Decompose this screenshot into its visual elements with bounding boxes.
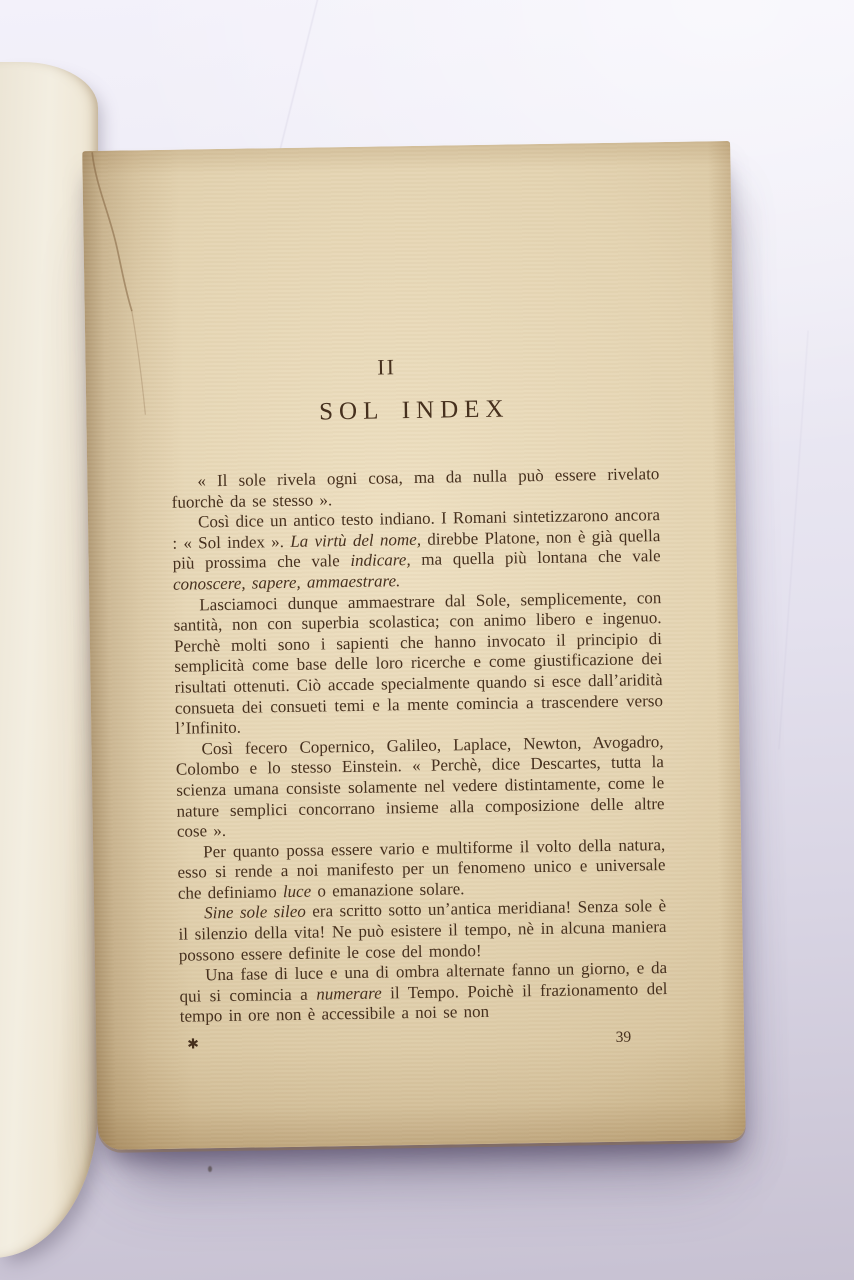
- backdrop-crease: [274, 0, 320, 168]
- paragraph: Per quanto possa essere vario e multiforme il volto della natura, esso si rende a noi manifesto per un fenomeno unico e universale che definiamo luce o emanazione solare.: [177, 834, 666, 903]
- book-page: [82, 141, 746, 1150]
- chapter-title: SOL INDEX: [318, 395, 510, 426]
- paragraph: Lasciamoci dunque ammaestrare dal Sole, semplicemente, con santità, non con superbia scolastica; con animo libero e ingenuo. Perchè molti sono i sapienti che hanno invocato il principio di semplicità come base delle loro ricerche e come giustificazione dei risultati ottenuti. Ciò accade specialmente quando si esce dall’aridità consueta dei consueti temi e la mente comincia a trascendere verso l’Infinito.: [173, 587, 664, 738]
- signature-mark: ✱: [187, 1037, 200, 1053]
- page-footer: [180, 1028, 668, 1060]
- dust-speck: [208, 1166, 212, 1172]
- page-text-block: [166, 142, 670, 1149]
- paragraph: Sine sole sileo era scritto sotto un’antica meridiana! Senza sole è il silenzio della vita! Ne può esistere il tempo, nè in alcuna maniera possono essere definite le cose del mondo!: [178, 896, 667, 965]
- backdrop-crease: [777, 330, 809, 749]
- paragraph: Una fase di luce e una di ombra alternate fanno un giorno, e da qui si comincia a numerare il Tempo. Poichè il frazionamento del tempo in ore non è accessibile a noi se non: [179, 958, 668, 1027]
- paragraph: Così dice un antico testo indiano. I Romani sintetizzarono ancora : « Sol index ». La virtù del nome, direbbe Platone, non è già quella più prossima che vale indicare, ma quella più lontana che vale conoscere, sapere, ammaestrare.: [172, 505, 661, 594]
- page-number: 39: [615, 1028, 632, 1046]
- paragraph: « Il sole rivela ogni cosa, ma da nulla può essere rivelato fuorchè da se stesso ».: [171, 464, 660, 512]
- body-text: [171, 464, 668, 1028]
- chapter-number: II: [377, 354, 397, 380]
- paragraph: Così fecero Copernico, Galileo, Laplace, Newton, Avogadro, Colombo e lo stesso Einstein. « Perchè, dice Descartes, tutta la scienza umana consiste solamente nel vedere distintamente, come le nature semplici concorrano insieme alla composizione delle altre cose ».: [175, 731, 665, 841]
